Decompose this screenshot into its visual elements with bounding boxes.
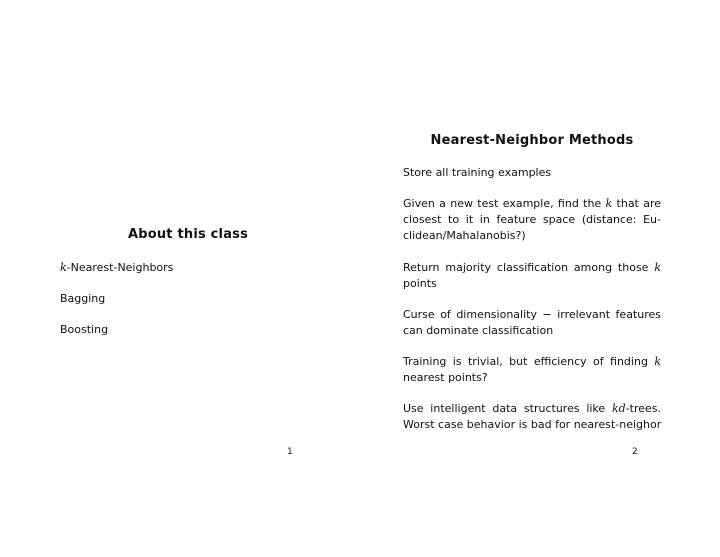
paragraph-line	[403, 401, 661, 417]
paragraph	[403, 196, 661, 244]
text-run: -trees.	[625, 402, 661, 415]
text-run: Training is trivial, but efficiency of finding	[403, 355, 655, 368]
list-item-text: Bagging	[60, 292, 106, 305]
slide-title: Nearest-Neighbor Methods	[430, 133, 634, 148]
paragraph-line: nearest points?	[403, 371, 488, 384]
paragraph-line: clidean/Mahalanobis?)	[403, 229, 526, 242]
text-run: Use intelligent data structures like	[403, 402, 612, 415]
page-number: 2	[632, 447, 638, 457]
paragraph-line	[403, 260, 661, 276]
slide-title: About this class	[127, 227, 249, 242]
text-run: Return majority classification among those	[403, 261, 655, 274]
slide-2	[360, 0, 720, 557]
list-item	[60, 260, 173, 276]
text-run: Given a new test example, find the	[403, 197, 606, 210]
math-variable: k	[60, 261, 67, 274]
paragraph-line: Curse of dimensionality − irrelevant features	[403, 308, 661, 321]
paragraph-line	[403, 354, 661, 370]
math-variable: k	[654, 355, 661, 368]
paragraph-line: closest to it in feature space (distance: Eu-	[403, 213, 661, 226]
paragraph	[403, 165, 661, 181]
math-variable: k	[605, 197, 613, 210]
paragraph-line: Store all training examples	[403, 166, 552, 179]
paragraph-line: points	[403, 277, 437, 290]
page-number: 1	[287, 447, 293, 457]
paragraph-line: Worst case behavior is bad for nearest-neighor	[403, 418, 662, 431]
math-variable: k	[654, 261, 661, 274]
paragraph	[403, 307, 661, 339]
list-item	[60, 291, 105, 307]
list-item-text: -Nearest-Neighbors	[66, 261, 174, 274]
list-item	[60, 322, 108, 338]
paragraph	[403, 401, 661, 433]
text-run: that are	[612, 197, 661, 210]
paragraph-line	[403, 196, 661, 212]
paragraph	[403, 260, 661, 292]
paragraph	[403, 354, 661, 386]
math-variable: kd	[611, 402, 626, 415]
paragraph-line: can dominate classification	[403, 324, 554, 337]
list-item-text: Boosting	[60, 323, 109, 336]
